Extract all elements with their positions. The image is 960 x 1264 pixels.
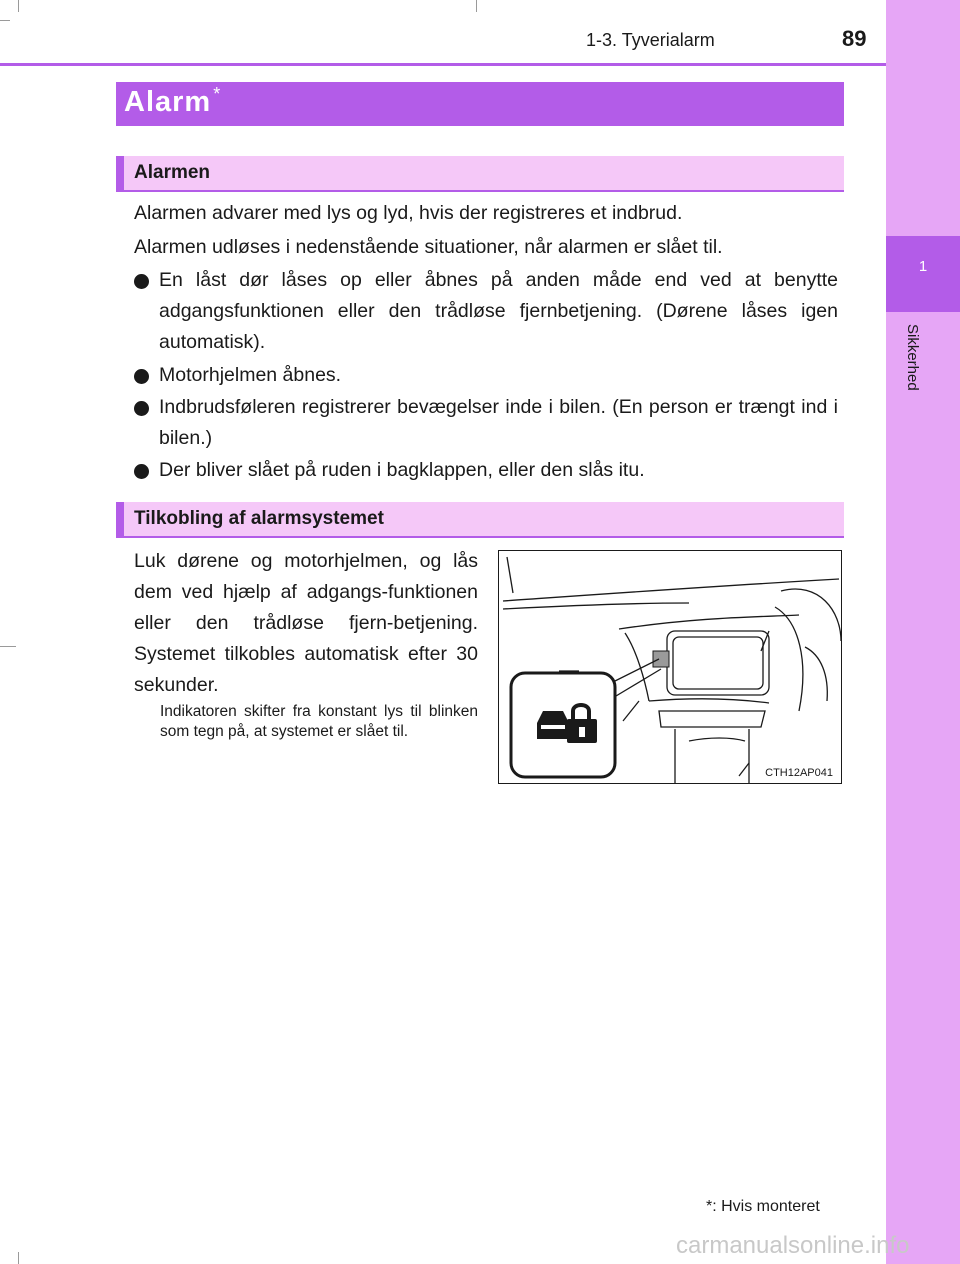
bullet-icon bbox=[134, 369, 149, 384]
list-item-text: Motorhjelmen åbnes. bbox=[159, 364, 342, 386]
arming-instructions: Luk dørene og motorhjelmen, og lås dem ved hjælp af adgangs-funktionen eller den trådløse fjern-betjening. Systemet tilkobles automatisk efter 30 sekunder. bbox=[134, 550, 478, 696]
arming-note: Indikatoren skifter fra konstant lys til blinken som tegn på, at systemet er slået til. bbox=[160, 703, 478, 740]
paragraph: Alarmen udløses i nedenstående situationer, når alarmen er slået til. bbox=[134, 236, 723, 258]
chapter-number: 1 bbox=[918, 258, 928, 275]
dashboard-figure bbox=[498, 550, 842, 784]
dashboard-illustration bbox=[499, 551, 841, 783]
subheading-accent bbox=[116, 502, 124, 538]
section-header: 1-3. Tyverialarm bbox=[586, 30, 715, 50]
title-bar bbox=[116, 82, 844, 126]
page-title bbox=[124, 86, 221, 119]
list-item-text: En låst dør låses op eller åbnes på anden måde end ved at benytte adgangsfunktionen eller den trådløse fjernbetjening. (Dørene låses igen automatisk). bbox=[159, 269, 838, 353]
bullet-icon bbox=[134, 401, 149, 416]
side-strip bbox=[886, 0, 960, 1264]
subheading-accent bbox=[116, 156, 124, 192]
subheading-alarm-text: Alarmen bbox=[134, 162, 211, 183]
security-indicator-icon bbox=[533, 699, 603, 745]
subheading-alarm bbox=[116, 156, 844, 192]
page-title-text: Alarm bbox=[124, 86, 212, 118]
header-rule bbox=[0, 63, 886, 66]
chapter-label: Sikkerhed bbox=[904, 324, 921, 391]
list-item bbox=[134, 360, 838, 391]
list-item bbox=[134, 265, 838, 358]
page-number: 89 bbox=[842, 26, 867, 51]
crop-mark bbox=[18, 0, 19, 12]
subheading-arming bbox=[116, 502, 844, 538]
list-item bbox=[134, 392, 838, 454]
crop-mark bbox=[0, 20, 10, 21]
crop-mark bbox=[0, 646, 16, 647]
watermark: carmanualsonline.info bbox=[676, 1232, 910, 1259]
figure-code: CTH12AP041 bbox=[765, 767, 833, 779]
list-item bbox=[134, 455, 838, 486]
title-marker: * bbox=[213, 84, 222, 104]
chapter-label-wrap bbox=[905, 324, 925, 424]
bullet-icon bbox=[134, 464, 149, 479]
footnote: *: Hvis monteret bbox=[706, 1198, 820, 1215]
crop-mark bbox=[476, 0, 477, 12]
bullet-icon bbox=[134, 274, 149, 289]
crop-mark bbox=[18, 1252, 19, 1264]
subheading-arming-text: Tilkobling af alarmsystemet bbox=[134, 508, 384, 529]
list-item-text: Der bliver slået på ruden i bagklappen, eller den slås itu. bbox=[159, 459, 645, 481]
list-item-text: Indbrudsføleren registrerer bevægelser inde i bilen. (En person er trængt ind i bilen.) bbox=[159, 396, 838, 449]
paragraph: Alarmen advarer med lys og lyd, hvis der registreres et indbrud. bbox=[134, 202, 683, 224]
